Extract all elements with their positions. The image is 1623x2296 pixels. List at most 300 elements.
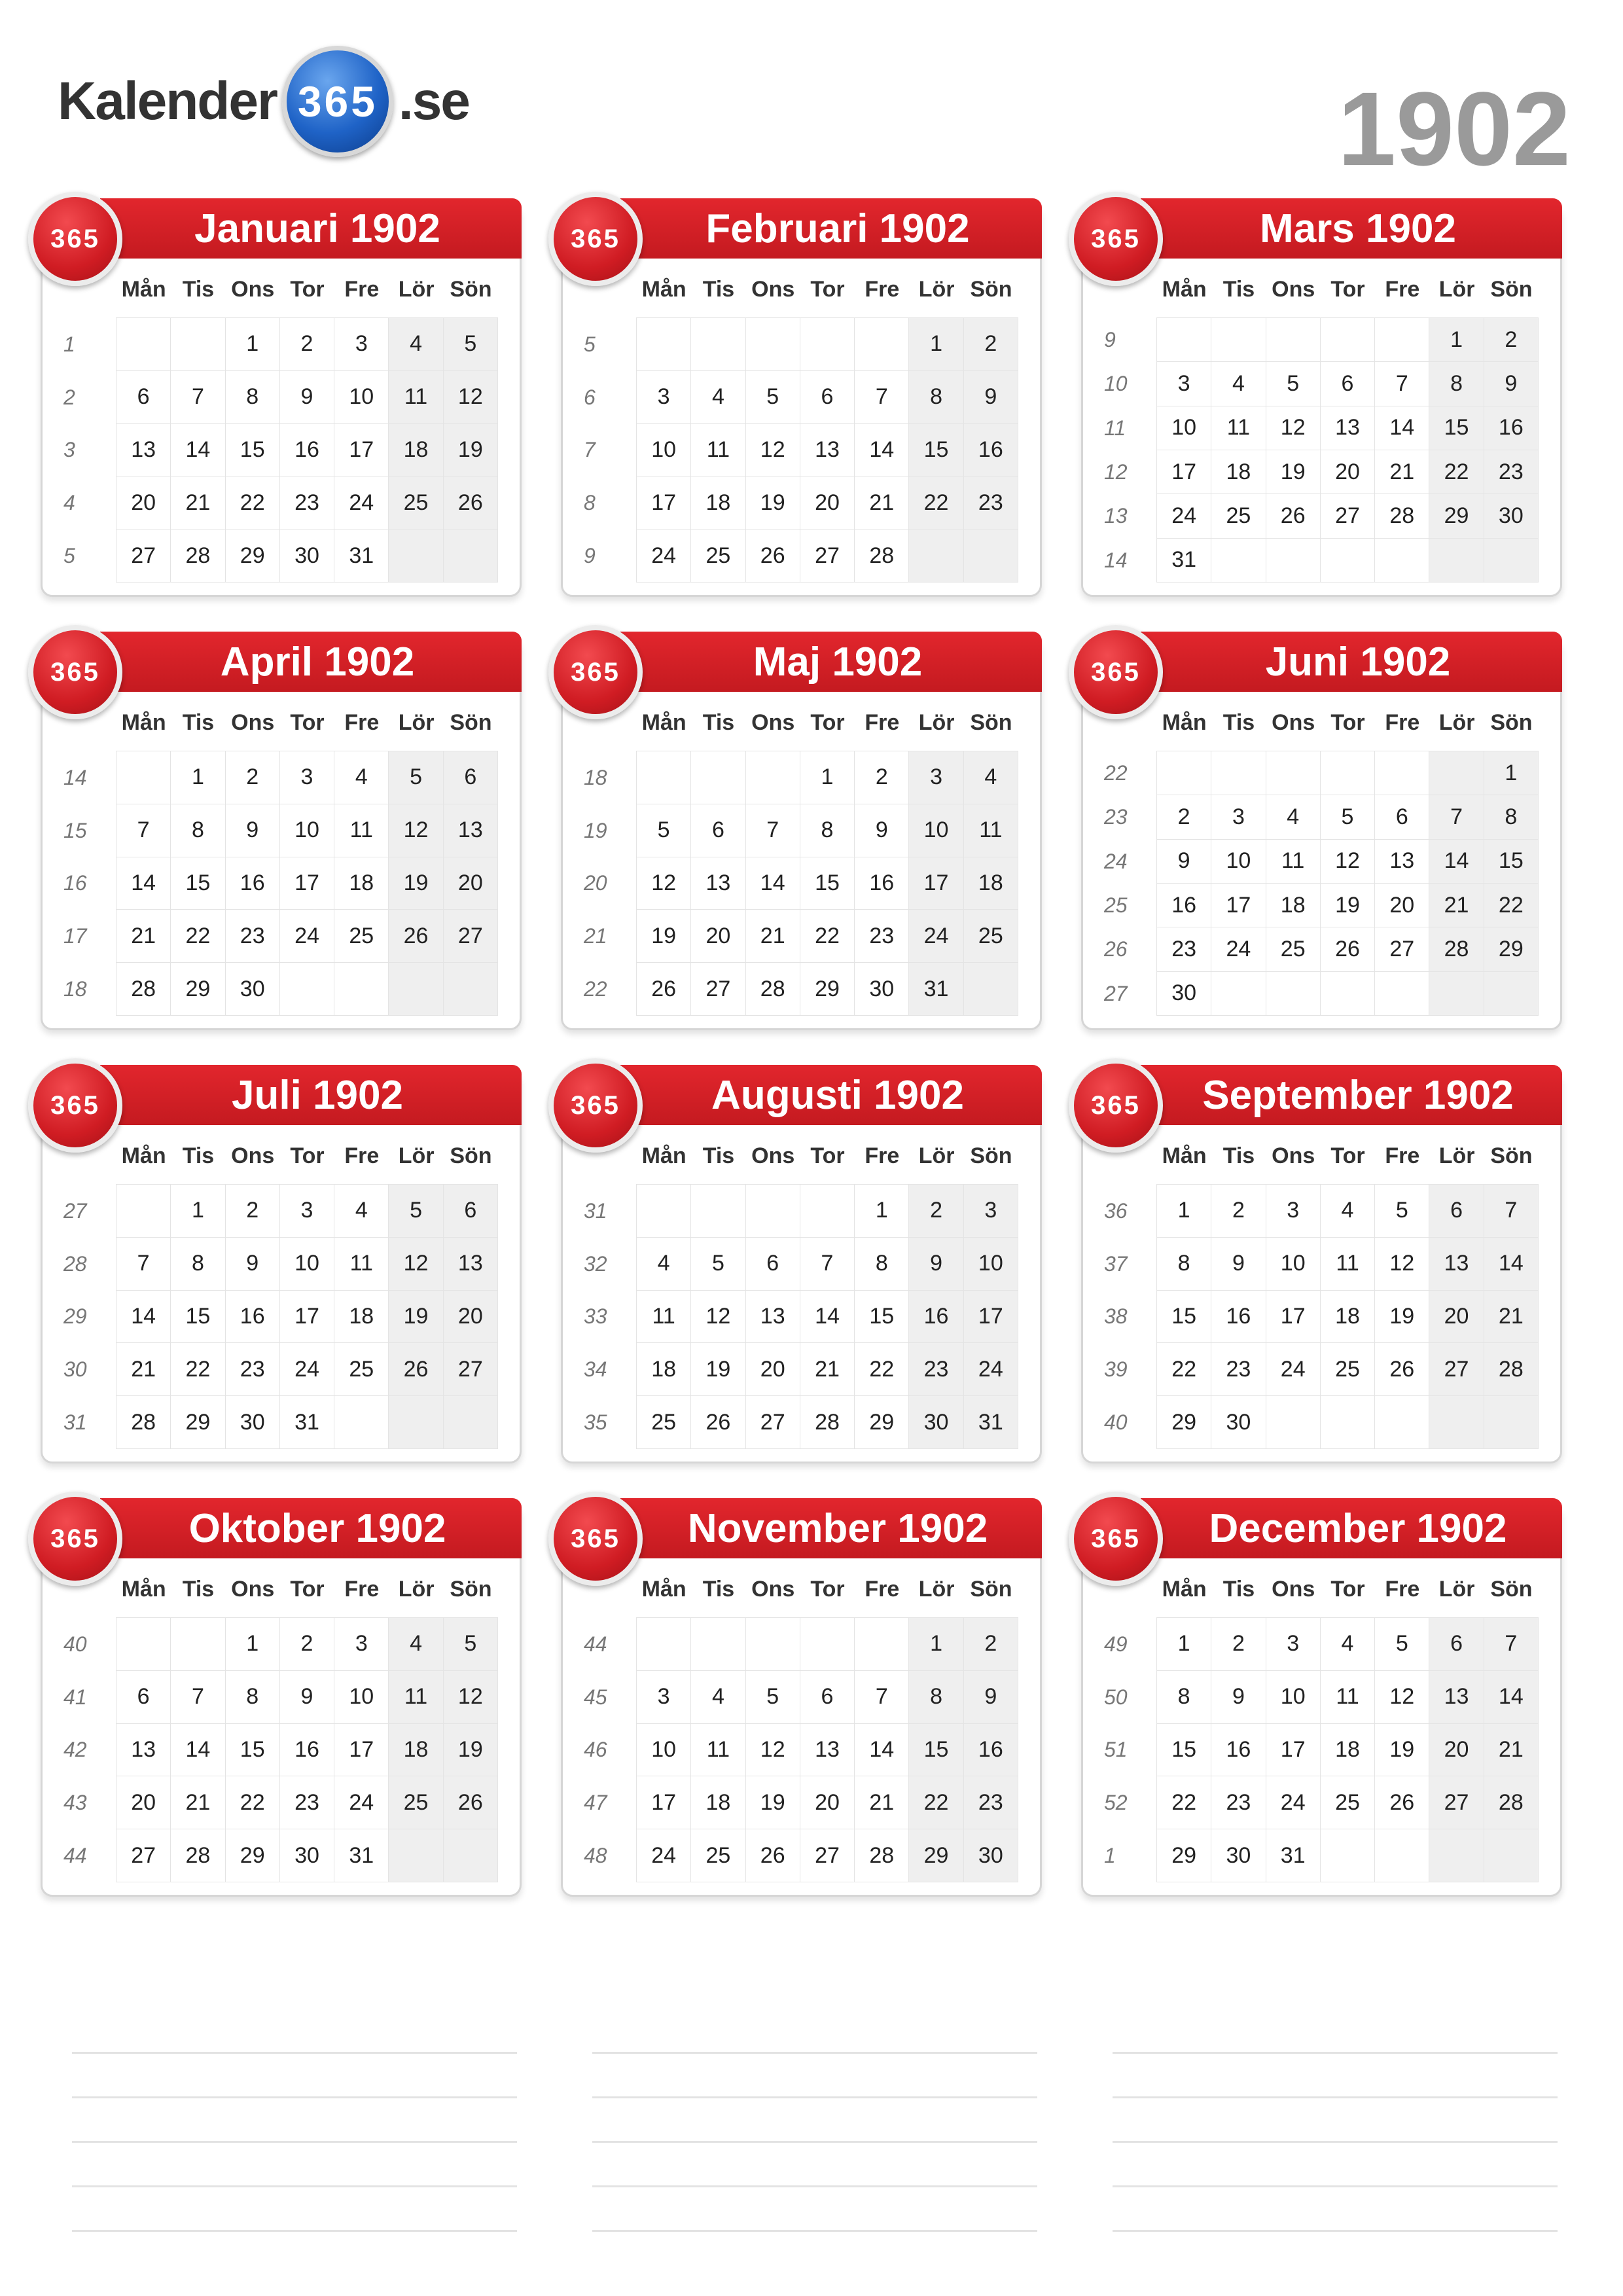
day-cell[interactable]: 12 xyxy=(388,804,443,857)
day-cell[interactable]: 25 xyxy=(334,909,389,963)
day-cell[interactable]: 26 xyxy=(745,1829,800,1882)
day-cell[interactable]: 23 xyxy=(854,909,909,963)
day-cell[interactable]: 27 xyxy=(800,1829,855,1882)
day-cell[interactable]: 22 xyxy=(854,1342,909,1396)
day-cell[interactable]: 5 xyxy=(443,1617,498,1671)
day-cell[interactable]: 22 xyxy=(170,1342,225,1396)
day-cell[interactable]: 17 xyxy=(1266,1723,1321,1777)
day-cell[interactable]: 21 xyxy=(170,476,225,529)
day-cell[interactable]: 12 xyxy=(745,423,800,477)
day-cell[interactable]: 11 xyxy=(1211,406,1266,450)
day-cell[interactable]: 15 xyxy=(1484,839,1539,884)
day-cell[interactable]: 18 xyxy=(334,857,389,910)
day-cell[interactable]: 2 xyxy=(225,751,280,804)
day-cell[interactable]: 20 xyxy=(690,909,745,963)
day-cell[interactable]: 6 xyxy=(116,1670,171,1724)
day-cell[interactable]: 19 xyxy=(1374,1290,1429,1344)
day-cell[interactable]: 1 xyxy=(225,1617,280,1671)
day-cell[interactable]: 9 xyxy=(225,1237,280,1291)
day-cell[interactable]: 2 xyxy=(1211,1184,1266,1238)
day-cell[interactable]: 18 xyxy=(636,1342,691,1396)
day-cell[interactable]: 10 xyxy=(334,370,389,424)
day-cell[interactable]: 21 xyxy=(854,476,909,529)
day-cell[interactable]: 8 xyxy=(225,370,280,424)
day-cell[interactable]: 27 xyxy=(116,1829,171,1882)
day-cell[interactable]: 31 xyxy=(279,1395,334,1449)
day-cell[interactable]: 7 xyxy=(745,804,800,857)
day-cell[interactable]: 13 xyxy=(800,1723,855,1777)
day-cell[interactable]: 14 xyxy=(745,857,800,910)
day-cell[interactable]: 1 xyxy=(170,751,225,804)
day-cell[interactable]: 3 xyxy=(1156,361,1211,406)
day-cell[interactable]: 21 xyxy=(854,1776,909,1829)
day-cell[interactable]: 2 xyxy=(225,1184,280,1238)
day-cell[interactable]: 13 xyxy=(443,1237,498,1291)
day-cell[interactable]: 5 xyxy=(636,804,691,857)
day-cell[interactable]: 17 xyxy=(963,1290,1018,1344)
day-cell[interactable]: 1 xyxy=(1484,751,1539,795)
day-cell[interactable]: 31 xyxy=(1266,1829,1321,1882)
day-cell[interactable]: 29 xyxy=(170,962,225,1016)
day-cell[interactable]: 2 xyxy=(908,1184,963,1238)
day-cell[interactable]: 14 xyxy=(1484,1237,1539,1291)
day-cell[interactable]: 29 xyxy=(1156,1829,1211,1882)
day-cell[interactable]: 14 xyxy=(854,423,909,477)
day-cell[interactable]: 21 xyxy=(116,909,171,963)
day-cell[interactable]: 27 xyxy=(1429,1342,1484,1396)
day-cell[interactable]: 3 xyxy=(1211,795,1266,839)
day-cell[interactable]: 5 xyxy=(1374,1184,1429,1238)
day-cell[interactable]: 15 xyxy=(854,1290,909,1344)
day-cell[interactable]: 21 xyxy=(745,909,800,963)
day-cell[interactable]: 21 xyxy=(1429,883,1484,927)
day-cell[interactable]: 29 xyxy=(170,1395,225,1449)
day-cell[interactable]: 28 xyxy=(854,1829,909,1882)
day-cell[interactable]: 26 xyxy=(1266,493,1321,538)
day-cell[interactable]: 5 xyxy=(388,751,443,804)
day-cell[interactable]: 26 xyxy=(388,909,443,963)
day-cell[interactable]: 10 xyxy=(1156,406,1211,450)
day-cell[interactable]: 26 xyxy=(443,476,498,529)
day-cell[interactable]: 20 xyxy=(443,1290,498,1344)
day-cell[interactable]: 15 xyxy=(170,857,225,910)
day-cell[interactable]: 21 xyxy=(1374,450,1429,494)
day-cell[interactable]: 21 xyxy=(1484,1290,1539,1344)
day-cell[interactable]: 1 xyxy=(800,751,855,804)
day-cell[interactable]: 10 xyxy=(1266,1670,1321,1724)
day-cell[interactable]: 30 xyxy=(1484,493,1539,538)
day-cell[interactable]: 18 xyxy=(1266,883,1321,927)
day-cell[interactable]: 24 xyxy=(908,909,963,963)
day-cell[interactable]: 16 xyxy=(854,857,909,910)
day-cell[interactable]: 28 xyxy=(745,962,800,1016)
day-cell[interactable]: 24 xyxy=(1266,1776,1321,1829)
day-cell[interactable]: 20 xyxy=(800,1776,855,1829)
day-cell[interactable]: 17 xyxy=(279,1290,334,1344)
day-cell[interactable]: 11 xyxy=(963,804,1018,857)
day-cell[interactable]: 23 xyxy=(279,476,334,529)
day-cell[interactable]: 17 xyxy=(1211,883,1266,927)
day-cell[interactable]: 12 xyxy=(636,857,691,910)
day-cell[interactable]: 13 xyxy=(690,857,745,910)
day-cell[interactable]: 24 xyxy=(636,529,691,583)
day-cell[interactable]: 29 xyxy=(225,529,280,583)
day-cell[interactable]: 6 xyxy=(800,370,855,424)
day-cell[interactable]: 23 xyxy=(1156,927,1211,971)
day-cell[interactable]: 15 xyxy=(908,423,963,477)
day-cell[interactable]: 27 xyxy=(1429,1776,1484,1829)
day-cell[interactable]: 19 xyxy=(690,1342,745,1396)
day-cell[interactable]: 22 xyxy=(800,909,855,963)
day-cell[interactable]: 15 xyxy=(225,1723,280,1777)
day-cell[interactable]: 14 xyxy=(170,1723,225,1777)
day-cell[interactable]: 24 xyxy=(1211,927,1266,971)
day-cell[interactable]: 28 xyxy=(1484,1776,1539,1829)
day-cell[interactable]: 22 xyxy=(225,476,280,529)
day-cell[interactable]: 19 xyxy=(443,423,498,477)
day-cell[interactable]: 13 xyxy=(745,1290,800,1344)
day-cell[interactable]: 11 xyxy=(388,1670,443,1724)
day-cell[interactable]: 25 xyxy=(388,476,443,529)
day-cell[interactable]: 12 xyxy=(1266,406,1321,450)
day-cell[interactable]: 29 xyxy=(1156,1395,1211,1449)
day-cell[interactable]: 21 xyxy=(1484,1723,1539,1777)
day-cell[interactable]: 24 xyxy=(279,1342,334,1396)
day-cell[interactable]: 3 xyxy=(636,1670,691,1724)
day-cell[interactable]: 14 xyxy=(116,857,171,910)
day-cell[interactable]: 17 xyxy=(279,857,334,910)
day-cell[interactable]: 7 xyxy=(1484,1184,1539,1238)
day-cell[interactable]: 28 xyxy=(854,529,909,583)
day-cell[interactable]: 6 xyxy=(1429,1184,1484,1238)
day-cell[interactable]: 27 xyxy=(800,529,855,583)
day-cell[interactable]: 9 xyxy=(279,1670,334,1724)
day-cell[interactable]: 15 xyxy=(800,857,855,910)
day-cell[interactable]: 14 xyxy=(854,1723,909,1777)
day-cell[interactable]: 12 xyxy=(690,1290,745,1344)
day-cell[interactable]: 6 xyxy=(443,751,498,804)
day-cell[interactable]: 3 xyxy=(1266,1617,1321,1671)
day-cell[interactable]: 29 xyxy=(225,1829,280,1882)
day-cell[interactable]: 30 xyxy=(225,1395,280,1449)
day-cell[interactable]: 23 xyxy=(225,909,280,963)
day-cell[interactable]: 1 xyxy=(225,317,280,371)
day-cell[interactable]: 7 xyxy=(116,1237,171,1291)
day-cell[interactable]: 8 xyxy=(170,804,225,857)
day-cell[interactable]: 27 xyxy=(690,962,745,1016)
day-cell[interactable]: 15 xyxy=(225,423,280,477)
day-cell[interactable]: 24 xyxy=(636,1829,691,1882)
day-cell[interactable]: 26 xyxy=(443,1776,498,1829)
day-cell[interactable]: 31 xyxy=(963,1395,1018,1449)
day-cell[interactable]: 11 xyxy=(690,1723,745,1777)
day-cell[interactable]: 5 xyxy=(1266,361,1321,406)
day-cell[interactable]: 25 xyxy=(636,1395,691,1449)
day-cell[interactable]: 12 xyxy=(1320,839,1375,884)
day-cell[interactable]: 12 xyxy=(1374,1670,1429,1724)
day-cell[interactable]: 7 xyxy=(170,370,225,424)
day-cell[interactable]: 23 xyxy=(908,1342,963,1396)
day-cell[interactable]: 2 xyxy=(963,317,1018,371)
day-cell[interactable]: 8 xyxy=(170,1237,225,1291)
day-cell[interactable]: 13 xyxy=(800,423,855,477)
day-cell[interactable]: 8 xyxy=(908,370,963,424)
day-cell[interactable]: 18 xyxy=(1320,1723,1375,1777)
day-cell[interactable]: 4 xyxy=(1266,795,1321,839)
day-cell[interactable]: 4 xyxy=(1320,1184,1375,1238)
day-cell[interactable]: 26 xyxy=(1374,1342,1429,1396)
day-cell[interactable]: 25 xyxy=(690,1829,745,1882)
day-cell[interactable]: 30 xyxy=(1211,1395,1266,1449)
day-cell[interactable]: 8 xyxy=(908,1670,963,1724)
day-cell[interactable]: 8 xyxy=(1484,795,1539,839)
day-cell[interactable]: 29 xyxy=(1484,927,1539,971)
day-cell[interactable]: 16 xyxy=(963,423,1018,477)
day-cell[interactable]: 12 xyxy=(745,1723,800,1777)
day-cell[interactable]: 31 xyxy=(908,962,963,1016)
day-cell[interactable]: 3 xyxy=(963,1184,1018,1238)
day-cell[interactable]: 13 xyxy=(116,423,171,477)
day-cell[interactable]: 5 xyxy=(443,317,498,371)
day-cell[interactable]: 19 xyxy=(1320,883,1375,927)
day-cell[interactable]: 27 xyxy=(443,909,498,963)
day-cell[interactable]: 27 xyxy=(1374,927,1429,971)
day-cell[interactable]: 11 xyxy=(1320,1670,1375,1724)
day-cell[interactable]: 27 xyxy=(116,529,171,583)
day-cell[interactable]: 9 xyxy=(1484,361,1539,406)
day-cell[interactable]: 8 xyxy=(1156,1670,1211,1724)
day-cell[interactable]: 1 xyxy=(1156,1184,1211,1238)
day-cell[interactable]: 26 xyxy=(1374,1776,1429,1829)
day-cell[interactable]: 16 xyxy=(279,1723,334,1777)
day-cell[interactable]: 23 xyxy=(963,1776,1018,1829)
day-cell[interactable]: 14 xyxy=(1374,406,1429,450)
day-cell[interactable]: 7 xyxy=(1374,361,1429,406)
day-cell[interactable]: 19 xyxy=(1266,450,1321,494)
day-cell[interactable]: 22 xyxy=(1156,1342,1211,1396)
day-cell[interactable]: 8 xyxy=(1156,1237,1211,1291)
day-cell[interactable]: 19 xyxy=(745,1776,800,1829)
day-cell[interactable]: 4 xyxy=(388,317,443,371)
day-cell[interactable]: 26 xyxy=(1320,927,1375,971)
day-cell[interactable]: 21 xyxy=(116,1342,171,1396)
day-cell[interactable]: 3 xyxy=(334,1617,389,1671)
day-cell[interactable]: 10 xyxy=(1266,1237,1321,1291)
day-cell[interactable]: 11 xyxy=(334,1237,389,1291)
day-cell[interactable]: 13 xyxy=(443,804,498,857)
day-cell[interactable]: 4 xyxy=(1211,361,1266,406)
day-cell[interactable]: 20 xyxy=(443,857,498,910)
day-cell[interactable]: 1 xyxy=(854,1184,909,1238)
day-cell[interactable]: 13 xyxy=(1429,1670,1484,1724)
day-cell[interactable]: 11 xyxy=(388,370,443,424)
day-cell[interactable]: 23 xyxy=(225,1342,280,1396)
day-cell[interactable]: 2 xyxy=(1211,1617,1266,1671)
day-cell[interactable]: 28 xyxy=(170,529,225,583)
day-cell[interactable]: 5 xyxy=(745,370,800,424)
day-cell[interactable]: 7 xyxy=(170,1670,225,1724)
day-cell[interactable]: 22 xyxy=(225,1776,280,1829)
day-cell[interactable]: 20 xyxy=(1429,1723,1484,1777)
day-cell[interactable]: 26 xyxy=(690,1395,745,1449)
day-cell[interactable]: 30 xyxy=(1156,971,1211,1016)
day-cell[interactable]: 4 xyxy=(388,1617,443,1671)
day-cell[interactable]: 1 xyxy=(1156,1617,1211,1671)
day-cell[interactable]: 25 xyxy=(690,529,745,583)
day-cell[interactable]: 22 xyxy=(1484,883,1539,927)
day-cell[interactable]: 25 xyxy=(388,1776,443,1829)
day-cell[interactable]: 10 xyxy=(334,1670,389,1724)
day-cell[interactable]: 8 xyxy=(854,1237,909,1291)
day-cell[interactable]: 16 xyxy=(1211,1723,1266,1777)
day-cell[interactable]: 28 xyxy=(1429,927,1484,971)
day-cell[interactable]: 9 xyxy=(963,370,1018,424)
day-cell[interactable]: 9 xyxy=(279,370,334,424)
day-cell[interactable]: 20 xyxy=(1320,450,1375,494)
day-cell[interactable]: 7 xyxy=(800,1237,855,1291)
day-cell[interactable]: 9 xyxy=(1211,1670,1266,1724)
day-cell[interactable]: 4 xyxy=(636,1237,691,1291)
day-cell[interactable]: 2 xyxy=(854,751,909,804)
day-cell[interactable]: 23 xyxy=(1211,1342,1266,1396)
day-cell[interactable]: 6 xyxy=(745,1237,800,1291)
day-cell[interactable]: 16 xyxy=(225,1290,280,1344)
day-cell[interactable]: 28 xyxy=(170,1829,225,1882)
day-cell[interactable]: 5 xyxy=(1320,795,1375,839)
day-cell[interactable]: 20 xyxy=(800,476,855,529)
day-cell[interactable]: 17 xyxy=(334,423,389,477)
day-cell[interactable]: 10 xyxy=(963,1237,1018,1291)
day-cell[interactable]: 24 xyxy=(1156,493,1211,538)
day-cell[interactable]: 20 xyxy=(116,476,171,529)
day-cell[interactable]: 28 xyxy=(116,962,171,1016)
day-cell[interactable]: 6 xyxy=(443,1184,498,1238)
day-cell[interactable]: 2 xyxy=(963,1617,1018,1671)
day-cell[interactable]: 30 xyxy=(908,1395,963,1449)
day-cell[interactable]: 25 xyxy=(1320,1776,1375,1829)
day-cell[interactable]: 23 xyxy=(1211,1776,1266,1829)
day-cell[interactable]: 19 xyxy=(636,909,691,963)
day-cell[interactable]: 14 xyxy=(1429,839,1484,884)
day-cell[interactable]: 10 xyxy=(908,804,963,857)
day-cell[interactable]: 24 xyxy=(963,1342,1018,1396)
day-cell[interactable]: 1 xyxy=(908,1617,963,1671)
day-cell[interactable]: 12 xyxy=(388,1237,443,1291)
day-cell[interactable]: 3 xyxy=(334,317,389,371)
site-logo[interactable] xyxy=(58,46,469,157)
day-cell[interactable]: 18 xyxy=(1320,1290,1375,1344)
day-cell[interactable]: 27 xyxy=(745,1395,800,1449)
day-cell[interactable]: 14 xyxy=(170,423,225,477)
day-cell[interactable]: 6 xyxy=(690,804,745,857)
day-cell[interactable]: 19 xyxy=(1374,1723,1429,1777)
day-cell[interactable]: 18 xyxy=(690,1776,745,1829)
day-cell[interactable]: 26 xyxy=(745,529,800,583)
day-cell[interactable]: 4 xyxy=(963,751,1018,804)
day-cell[interactable]: 10 xyxy=(636,1723,691,1777)
day-cell[interactable]: 1 xyxy=(1429,317,1484,362)
day-cell[interactable]: 18 xyxy=(334,1290,389,1344)
day-cell[interactable]: 5 xyxy=(1374,1617,1429,1671)
day-cell[interactable]: 29 xyxy=(854,1395,909,1449)
day-cell[interactable]: 29 xyxy=(800,962,855,1016)
day-cell[interactable]: 4 xyxy=(334,1184,389,1238)
day-cell[interactable]: 25 xyxy=(334,1342,389,1396)
day-cell[interactable]: 23 xyxy=(963,476,1018,529)
day-cell[interactable]: 3 xyxy=(636,370,691,424)
day-cell[interactable]: 2 xyxy=(1484,317,1539,362)
day-cell[interactable]: 11 xyxy=(636,1290,691,1344)
day-cell[interactable]: 9 xyxy=(1156,839,1211,884)
day-cell[interactable]: 16 xyxy=(1211,1290,1266,1344)
day-cell[interactable]: 6 xyxy=(800,1670,855,1724)
day-cell[interactable]: 14 xyxy=(800,1290,855,1344)
day-cell[interactable]: 4 xyxy=(690,1670,745,1724)
day-cell[interactable]: 30 xyxy=(225,962,280,1016)
day-cell[interactable]: 9 xyxy=(908,1237,963,1291)
day-cell[interactable]: 25 xyxy=(1211,493,1266,538)
day-cell[interactable]: 7 xyxy=(854,1670,909,1724)
day-cell[interactable]: 11 xyxy=(334,804,389,857)
day-cell[interactable]: 12 xyxy=(443,370,498,424)
day-cell[interactable]: 12 xyxy=(443,1670,498,1724)
day-cell[interactable]: 15 xyxy=(170,1290,225,1344)
day-cell[interactable]: 8 xyxy=(1429,361,1484,406)
day-cell[interactable]: 6 xyxy=(116,370,171,424)
day-cell[interactable]: 30 xyxy=(279,1829,334,1882)
day-cell[interactable]: 16 xyxy=(1156,883,1211,927)
day-cell[interactable]: 8 xyxy=(225,1670,280,1724)
day-cell[interactable]: 18 xyxy=(1211,450,1266,494)
day-cell[interactable]: 19 xyxy=(745,476,800,529)
day-cell[interactable]: 28 xyxy=(1374,493,1429,538)
day-cell[interactable]: 18 xyxy=(388,1723,443,1777)
day-cell[interactable]: 20 xyxy=(1374,883,1429,927)
day-cell[interactable]: 2 xyxy=(279,317,334,371)
day-cell[interactable]: 27 xyxy=(443,1342,498,1396)
day-cell[interactable]: 7 xyxy=(1429,795,1484,839)
day-cell[interactable]: 2 xyxy=(279,1617,334,1671)
day-cell[interactable]: 13 xyxy=(116,1723,171,1777)
day-cell[interactable]: 23 xyxy=(279,1776,334,1829)
day-cell[interactable]: 7 xyxy=(1484,1617,1539,1671)
day-cell[interactable]: 2 xyxy=(1156,795,1211,839)
day-cell[interactable]: 17 xyxy=(636,1776,691,1829)
day-cell[interactable]: 24 xyxy=(334,1776,389,1829)
day-cell[interactable]: 28 xyxy=(116,1395,171,1449)
day-cell[interactable]: 9 xyxy=(225,804,280,857)
day-cell[interactable]: 3 xyxy=(279,751,334,804)
day-cell[interactable]: 8 xyxy=(800,804,855,857)
day-cell[interactable]: 18 xyxy=(388,423,443,477)
day-cell[interactable]: 30 xyxy=(963,1829,1018,1882)
day-cell[interactable]: 5 xyxy=(388,1184,443,1238)
day-cell[interactable]: 13 xyxy=(1374,839,1429,884)
day-cell[interactable]: 15 xyxy=(1156,1290,1211,1344)
day-cell[interactable]: 28 xyxy=(800,1395,855,1449)
day-cell[interactable]: 5 xyxy=(690,1237,745,1291)
day-cell[interactable]: 22 xyxy=(1156,1776,1211,1829)
day-cell[interactable]: 6 xyxy=(1374,795,1429,839)
day-cell[interactable]: 5 xyxy=(745,1670,800,1724)
day-cell[interactable]: 13 xyxy=(1320,406,1375,450)
day-cell[interactable]: 16 xyxy=(1484,406,1539,450)
day-cell[interactable]: 3 xyxy=(1266,1184,1321,1238)
day-cell[interactable]: 17 xyxy=(1266,1290,1321,1344)
day-cell[interactable]: 25 xyxy=(963,909,1018,963)
day-cell[interactable]: 30 xyxy=(854,962,909,1016)
day-cell[interactable]: 10 xyxy=(1211,839,1266,884)
